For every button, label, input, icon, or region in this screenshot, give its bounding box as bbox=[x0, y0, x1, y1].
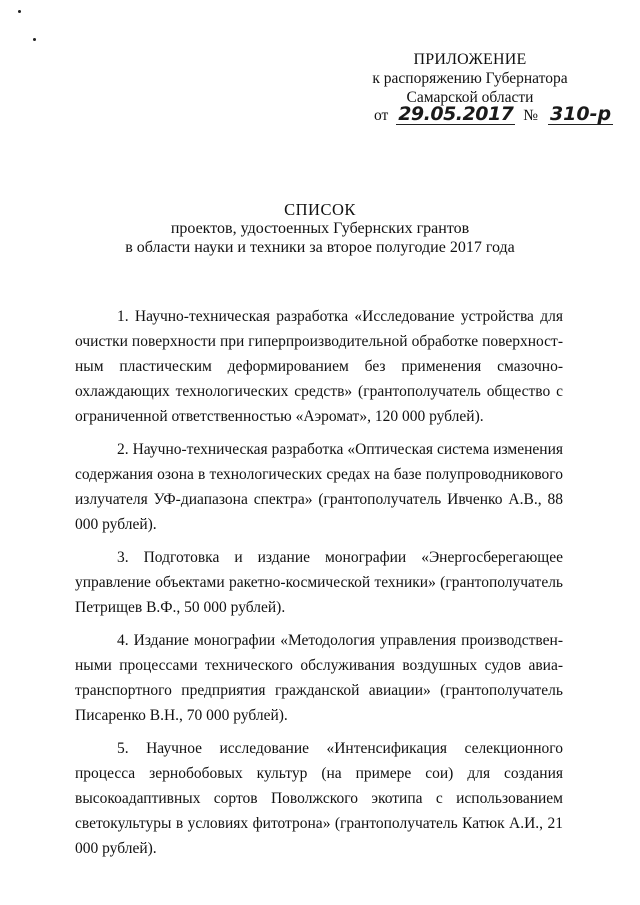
appendix-title: ПРИЛОЖЕНИЕ bbox=[413, 51, 527, 68]
handwritten-number: 310-р bbox=[549, 103, 612, 125]
list-item: 2. Научно-техническая разработка «Оптическая система изменения содержания озона в технологических средах на базе полупроводникового излучателя УФ-диапазона спектра» (грантополучатель Ивченко А.В., 88 000 рублей). bbox=[75, 441, 563, 533]
document-subtitle-line-1: проектов, удостоенных Губернских грантов bbox=[170, 220, 470, 237]
appendix-line-2: Самарской области bbox=[406, 89, 534, 106]
handwritten-date: 29.05.2017 bbox=[398, 103, 514, 125]
appendix-line-1: к распоряжению Губернатора bbox=[372, 70, 568, 87]
list-item: 5. Научное исследование «Интенсификация селекционного процесса зернобобовых культур (на примере сои) для создания высокоадаптивных сортов Поволжского экотипа с использованием светокультуры в условиях фитотрона» (грантополучатель Катюк А.И., 21 000 рублей). bbox=[75, 740, 563, 857]
project-list bbox=[75, 304, 563, 869]
document-title-block bbox=[0, 200, 640, 257]
number-prefix: № bbox=[523, 107, 539, 124]
list-item: 4. Издание монографии «Методология управления производственными процессами технического обслуживания воздушных судов авиатранспортного предприятия гражданской авиации» (грантополучатель Писаренко В.Н., 70 000 рублей). bbox=[75, 632, 563, 724]
list-item: 3. Подготовка и издание монографии «Энергосберегающее управление объектами ракетно-космической техники» (грантополучатель Петрищев В.Ф., 50 000 рублей). bbox=[75, 549, 563, 616]
date-prefix: от bbox=[374, 107, 389, 124]
document-subtitle-line-2: в области науки и техники за второе полугодие 2017 года bbox=[125, 239, 515, 256]
list-item: 1. Научно-техническая разработка «Исследование устройства для очистки поверхности при гиперпроизводительной обработке поверхностным пластическим деформированием без применения смазочно-охлаждающих технологических средств» (грантополучатель общество с ограниченной ответственностью «Аэромат», 120 000 рублей). bbox=[75, 308, 563, 425]
scan-speck bbox=[18, 10, 21, 13]
document-title: СПИСОК bbox=[284, 200, 356, 219]
appendix-date-line bbox=[374, 104, 613, 128]
scan-speck bbox=[33, 38, 36, 41]
appendix-header bbox=[360, 50, 580, 107]
